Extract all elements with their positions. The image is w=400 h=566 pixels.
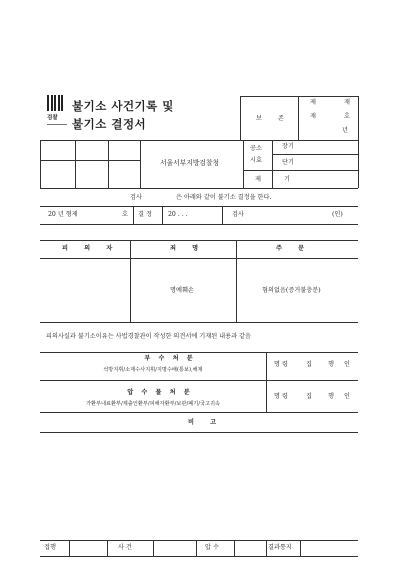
footer-registration: 접행 (44, 544, 56, 551)
decision-date: 20 . . . (168, 211, 188, 218)
form-title-line2: 불기소 결정서 (72, 117, 147, 131)
prosecution-label: 공소 (250, 145, 262, 152)
footer-seizure: 압 수 (205, 544, 219, 551)
logo-bars-icon (47, 95, 67, 115)
preservation-seal-label: 재 (310, 113, 316, 120)
row1-charge: 명예훼손 (170, 287, 194, 294)
case-year-prefix: 20 년 형제 (48, 211, 78, 218)
seizure-order: 명 령 (274, 393, 288, 400)
preservation-ho: 호 (344, 113, 350, 120)
statement-prosecutor: 검사 (130, 194, 142, 201)
col-order: 주 문 (276, 245, 312, 252)
short-term-label: 단기 (282, 159, 294, 166)
office-name: 서울서부지방검찰청 (160, 159, 220, 167)
attachment-order: 명 령 (274, 361, 288, 368)
attachment-items: 석방지휘/소재수사지휘/지명수배(통보),해제 (103, 367, 203, 373)
je-label: 제 (255, 176, 261, 183)
remarks-label: 비 고 (188, 419, 224, 426)
preservation-je-right: 재 (344, 99, 350, 106)
gi-label: 기 (284, 176, 290, 183)
facts-note: 피의사실과 불기소이유는 사법경찰관이 작성한 의견서에 기재된 내용과 같음 (46, 333, 252, 340)
decision-label: 결 정 (138, 211, 152, 218)
seizure-seal: 인 (344, 393, 350, 400)
attachment-seal: 인 (344, 361, 350, 368)
row1-order: 혐의없음(증거불충분) (262, 287, 321, 294)
preservation-label: 보 존 (256, 115, 291, 122)
footer-result-notice: 결과통지 (268, 544, 292, 551)
seizure-execute: 집 행 (306, 393, 341, 400)
attachment-title: 부 수 처 분 (144, 355, 196, 362)
case-seal: (인) (332, 211, 343, 218)
preservation-year: 년 (342, 127, 348, 134)
col-suspect: 피 의 자 (62, 245, 120, 252)
attachment-execute: 집 행 (306, 361, 341, 368)
statement-text: 은 아래와 같이 불기소 결정을 한다. (176, 194, 272, 201)
case-ho: 호 (122, 211, 128, 218)
form-title-line1: 불기소 사건기록 및 (72, 99, 174, 113)
long-term-label: 장기 (282, 143, 294, 150)
seizure-items: 가환부내료환부/제출인환부/피해자환부/보관/폐기/국고귀속 (85, 401, 221, 407)
preservation-je: 제 (310, 99, 316, 106)
prosecution-logo (47, 95, 67, 125)
case-prosecutor-label: 검사 (232, 211, 244, 218)
seizure-title: 압 수 물 처 분 (127, 389, 193, 396)
limitation-label: 시효 (250, 157, 262, 164)
col-charge: 죄 명 (170, 245, 206, 252)
footer-case: 사 건 (118, 544, 132, 551)
logo-text: 검찰 (47, 115, 58, 121)
